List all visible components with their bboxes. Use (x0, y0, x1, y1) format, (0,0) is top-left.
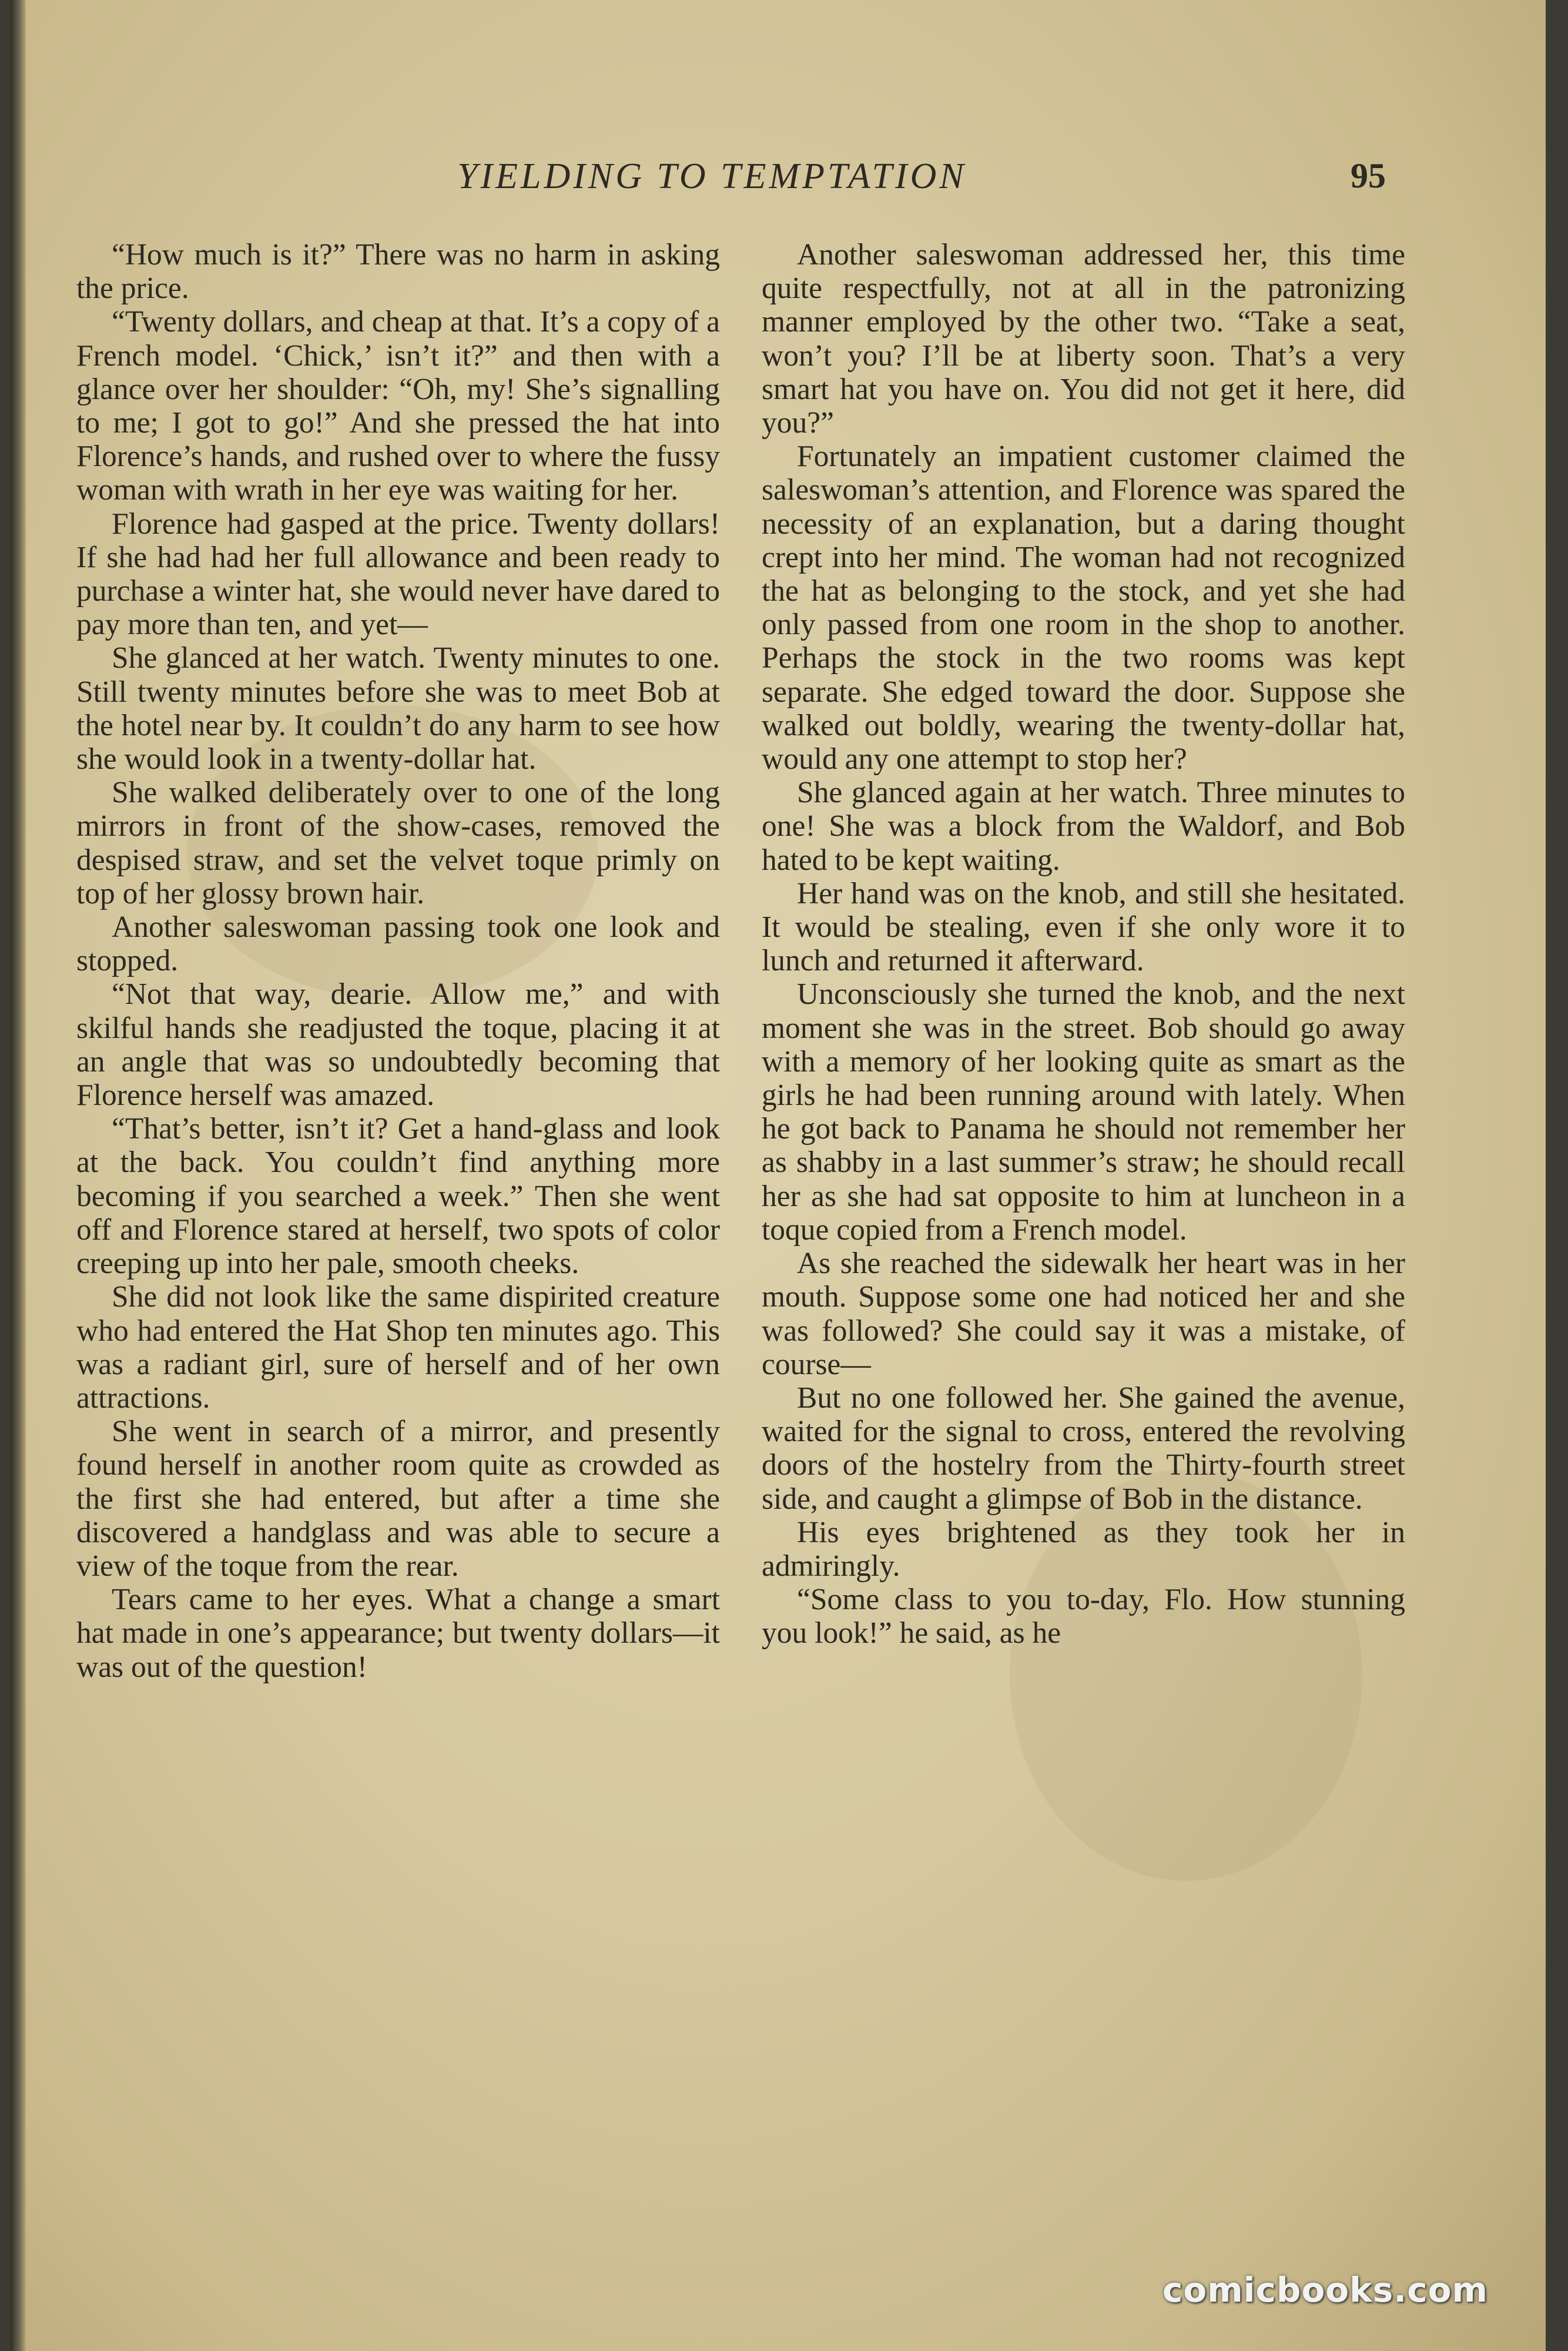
paragraph: She glanced at her watch. Twenty minutes to one. Still twenty minutes before she was to meet Bob at the hotel near by. It couldn’t do any harm to see how she would look in a twenty-dollar hat. (76, 641, 720, 776)
paragraph: “Twenty dollars, and cheap at that. It’s a copy of a French model. ‘Chick,’ isn’t it?” and then with a glance over her shoulder: “Oh, my! She’s signalling to me; I got to go!” And she pressed the hat into Florence’s hands, and rushed over to where the fussy woman with wrath in her eye was waiting for her. (76, 305, 720, 507)
running-title: YIELDING TO TEMPTATION (457, 156, 967, 196)
left-text-column (76, 238, 720, 1684)
page-number: 95 (1351, 156, 1386, 195)
paragraph: “How much is it?” There was no harm in asking the price. (76, 238, 720, 306)
paragraph: But no one followed her. She gained the avenue, waited for the signal to cross, entered the revolving doors of the hostelry from the Thirty-fourth street side, and caught a glimpse of Bob in the distance. (762, 1381, 1405, 1516)
paragraph: Another saleswoman addressed her, this time quite respectfully, not at all in the patronizing manner employed by the other two. “Take a seat, won’t you? I’ll be at liberty soon. That’s a very smart hat you have on. You did not get it here, did you?” (762, 238, 1405, 440)
page-binding-edge (11, 0, 26, 2351)
paragraph: Tears came to her eyes. What a change a smart hat made in one’s appearance; but twenty dollars—it was out of the question! (76, 1583, 720, 1684)
paragraph: She glanced again at her watch. Three minutes to one! She was a block from the Waldorf, and Bob hated to be kept waiting. (762, 776, 1405, 877)
paragraph: She did not look like the same dispirited creature who had entered the Hat Shop ten minutes ago. This was a radiant girl, sure of herself and of her own attractions. (76, 1280, 720, 1415)
paragraph: Unconsciously she turned the knob, and the next moment she was in the street. Bob should go away with a memory of her looking quite as smart as the girls he had been running around with lately. When he got back to Panama he should not remember her as shabby in a last summer’s straw; he should recall her as she had sat opposite to him at luncheon in a toque copied from a French model. (762, 977, 1405, 1247)
paragraph: Florence had gasped at the price. Twenty dollars! If she had had her full allowance and been ready to purchase a winter hat, she would never have dared to pay more than ten, and yet— (76, 507, 720, 642)
paragraph: Fortunately an impatient customer claimed the saleswoman’s attention, and Florence was spared the necessity of an explanation, but a daring thought crept into her mind. The woman had not recognized the hat as belonging to the stock, and yet she had only passed from one room in the shop to another. Perhaps the stock in the two rooms was kept separate. She edged toward the door. Suppose she walked out boldly, wearing the twenty-dollar hat, would any one attempt to stop her? (762, 440, 1405, 776)
magazine-page (11, 0, 1546, 2351)
paragraph: Another saleswoman passing took one look and stopped. (76, 910, 720, 978)
right-text-column (762, 238, 1405, 1650)
paragraph: She walked deliberately over to one of the long mirrors in front of the show-cases, removed the despised straw, and set the velvet toque primly on top of her glossy brown hair. (76, 776, 720, 910)
site-watermark: comicbooks.com (1162, 2270, 1488, 2310)
paragraph: As she reached the sidewalk her heart was in her mouth. Suppose some one had noticed her and she was followed? She could say it was a mistake, of course— (762, 1247, 1405, 1381)
paragraph: His eyes brightened as they took her in admiringly. (762, 1515, 1405, 1583)
paragraph: “Some class to you to-day, Flo. How stunning you look!” he said, as he (762, 1583, 1405, 1650)
page-header (11, 156, 1546, 203)
paragraph: Her hand was on the knob, and still she hesitated. It would be stealing, even if she only wore it to lunch and returned it afterward. (762, 876, 1405, 978)
paragraph: “That’s better, isn’t it? Get a hand-glass and look at the back. You couldn’t find anything more becoming if you searched a week.” Then she went off and Florence stared at herself, two spots of color creeping up into her pale, smooth cheeks. (76, 1112, 720, 1281)
paragraph: “Not that way, dearie. Allow me,” and with skilful hands she readjusted the toque, placing it at an angle that was so undoubtedly becoming that Florence herself was amazed. (76, 977, 720, 1113)
paragraph: She went in search of a mirror, and presently found herself in another room quite as crowded as the first she had entered, but after a time she discovered a handglass and was able to secure a view of the toque from the rear. (76, 1415, 720, 1583)
